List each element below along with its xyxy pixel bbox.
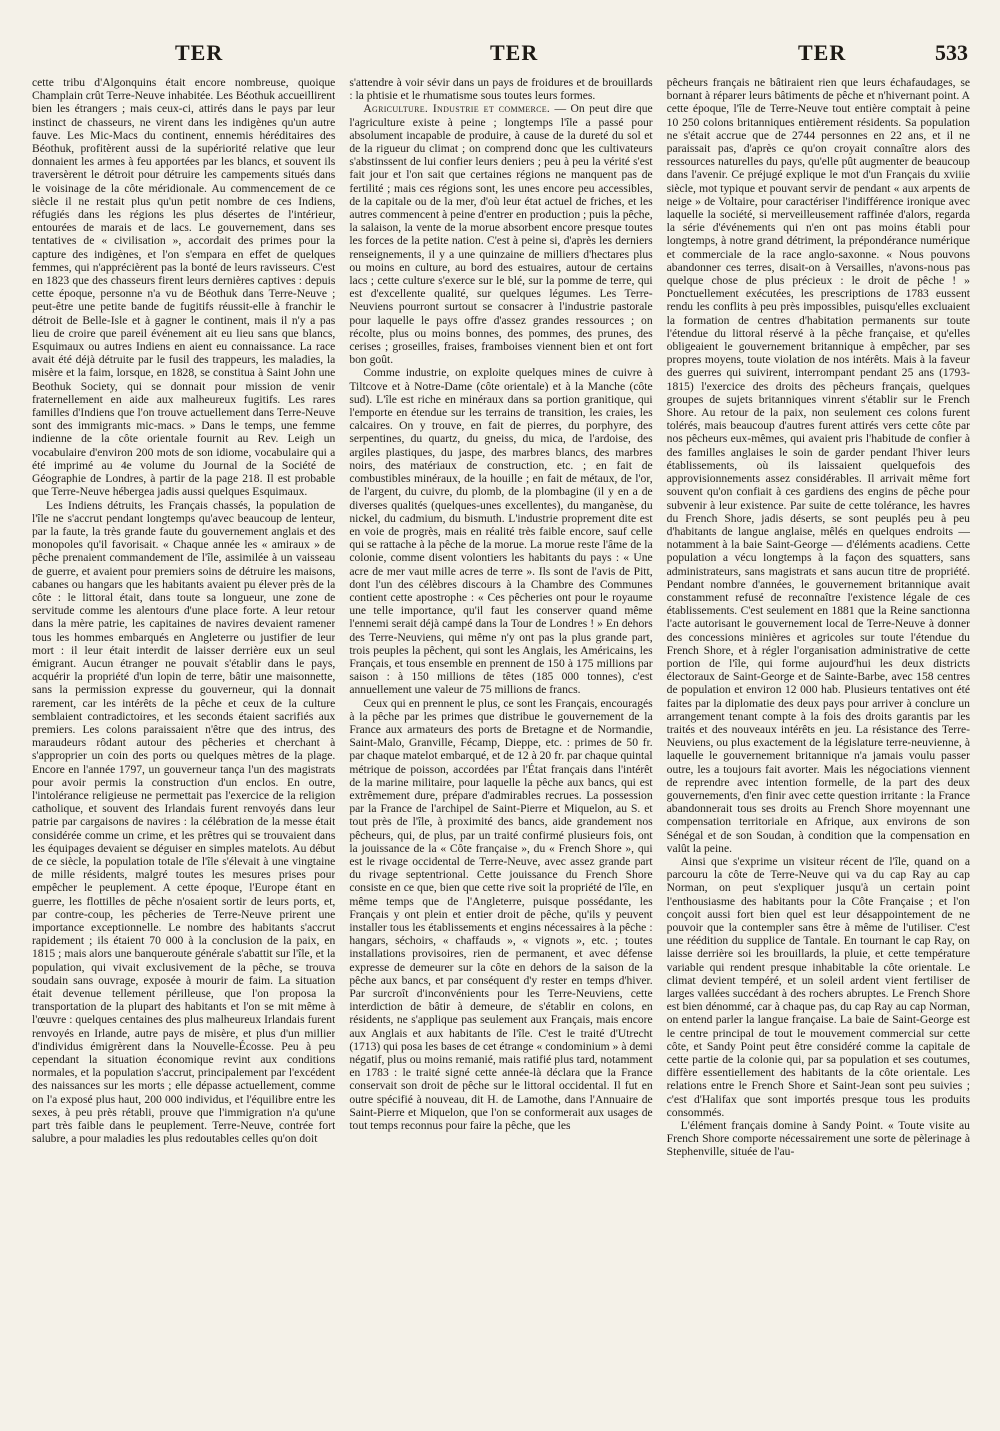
header-guide-word-left: TER (175, 40, 224, 65)
paragraph: Ainsi que s'exprime un visiteur récent de l'île, quand on a parcouru la côte de Terre-Neuve qui va du cap Ray au cap Norman, on peut s'expliquer jusqu'à un certain point l'enthousiasme des habitants pour la Côte Française ; et l'on conçoit aussi fort bien quel est leur désappointement de ne pouvoir que la contempler sans être à même de l'utiliser. C'est une réédition du supplice de Tantale. En tournant le cap Ray, on laisse derrière soi les brouillards, la pluie, et cette température variable qui rendent presque inhabitable la côte orientale. Le climat devient tempéré, et un soleil ardent vient fertiliser de larges vallées succédant à des rochers abruptes. Le French Shore est bien dénommé, car à chaque pas, du cap Ray au cap Norman, on entend parler la langue française. La baie de Saint-George est le centre principal de tout le mouvement commercial sur cette côte, et Sandy Point peut être considéré comme la capitale de cette partie de la colonie qui, par sa population et ses coutumes, diffère essentiellement des habitants de la côte orientale. Les relations entre le French Shore et Saint-Jean sont peu suivies ; c'est d'Halifax que sont importés presque tous les produits consommés. (666, 854, 970, 1119)
text-columns (32, 76, 970, 1396)
section-paragraph (349, 102, 652, 366)
header-guide-word-center: TER (490, 40, 539, 65)
paragraph: s'attendre à voir sévir dans un pays de froidures et de brouillards : la phtisie et le rhumatisme sous toutes leurs formes. (349, 76, 653, 103)
section-heading: Agriculture. Industrie et commerce. (363, 102, 551, 116)
column-3 (667, 76, 970, 1396)
paragraph: L'élément français domine à Sandy Point. « Toute visite au French Shore comporte nécessairement une sorte de pèlerinage à Stephenville, située de l'au- (666, 1119, 970, 1159)
section-body: — On peut dire que l'agriculture existe à peine ; longtemps l'île a passé pour absolument incapable de produire, à cause de la dureté du sol et de la rigueur du climat ; on comprend donc que les cultivateurs s'abstinssent de lui confier leurs deniers ; peu à peu la vérité s'est fait jour et l'on sait que certaines régions ne manquent pas de fertilité ; mais ces régions sont, les unes encore peu accessibles, de la capitale ou de la mer, d'où leur état actuel de friches, et les autres commencent à peine d'entrer en production ; puis la pêche, la salaison, la vente de la morue absorbent encore presque toutes les forces de la petite nation. C'est à peine si, d'après les derniers renseignements, il y a une quinzaine de milliers d'hectares plus ou moins en culture, au bord des estuaires, autour de certains lacs ; cette culture s'exerce sur le blé, sur la pomme de terre, qui est d'excellente qualité, sur quelques légumes. Les Terre-Neuviens pourront surtout se consacrer à l'industrie pastorale pour laquelle le pays offre d'assez grandes ressources ; on récolte, plus ou moins bonnes, des pommes, des prunes, des cerises ; groseilles, fraises, framboises viennent bien et ont fort bon goût. (349, 102, 653, 367)
paragraph: Ceux qui en prennent le plus, ce sont les Français, encouragés à la pêche par les primes que distribue le gouvernement de la France aux armateurs des ports de Bretagne et de Normandie, Saint-Malo, Granville, Fécamp, Dieppe, etc. : primes de 50 fr. par chaque matelot embarqué, et de 12 à 20 fr. par chaque quintal métrique de poisson, accordées par l'État français dans l'intérêt de la marine militaire, pour laquelle la pêche aux bancs, qui est extrêmement dure, prépare d'admirables recrues. La possession par la France de l'archipel de Saint-Pierre et Miquelon, au S. et tout près de l'île, à proximité des bancs, aide grandement nos pêcheurs, qui, de plus, par un traité confirmé plusieurs fois, ont la jouissance de la « Côte française », du « French Shore », qui est le rivage occidental de Terre-Neuve, avec assez grande part du rivage septentrional. Cette jouissance du French Shore consiste en ce que, bien que cette rive soit la propriété de l'île, en même temps que de l'Angleterre, puisque possédante, les Français y ont plein et entier droit de pêche, qu'ils y peuvent installer tous les établissements et engins nécessaires à la pêche : hangars, séchoirs, « chaffauds », « vignots », etc. ; toutes installations provisoires, rien de permanent, et avec défense expresse de demeurer sur la côte en dehors de la saison de la pêche aux bancs, et par conséquent d'y rester en temps d'hiver. Par surcroît d'inconvénients pour les Terre-Neuviens, cette interdiction de bâtir à demeure, de s'établir en colons, en résidents, ne s'applique pas seulement aux Français, mais encore aux Anglais et aux habitants de l'île. C'est le traité d'Utrecht (1713) qui posa les bases de cet étrange « condominium » à demi négatif, plus ou moins remanié, mais ratifié plus tard, notamment en 1783 : le traité signé cette année-là déclara que la France conservait son droit de pêche sur le littoral occidental. Il fut en outre spécifié à nouveau, dit H. de Lamothe, dans l'Annuaire de Saint-Pierre et Miquelon, que l'on se conformerait aux usages de tout temps reconnus pour faire la pêche, que les (349, 696, 653, 1133)
column-2 (349, 76, 652, 1396)
page-number: 533 (935, 40, 968, 65)
paragraph: pêcheurs français ne bâtiraient rien que leurs échafaudages, se bornant à réparer leurs bâtiments de pêche et n'hivernant point. A cette époque, l'île de Terre-Neuve tout entière comptait à peine 10 250 colons britanniques entièrement résidents. Sa population ne s'était accrue que de 2744 personnes en 22 ans, et il ne paraissait pas, d'après ce qu'on croyait connaître alors des ressources naturelles du pays, qu'elle pût augmenter de beaucoup dans l'avenir. Ce préjugé explique le mot d'un Français du xviiie siècle, mot typique et pouvant servir de pendant « aux arpents de neige » de Voltaire, pour caractériser l'indifférence ironique avec laquelle la société, si merveilleusement raffinée d'alors, regarda la série d'événements qui n'en ont pas moins établi pour longtemps, à notre grand détriment, la prépondérance numérique et commerciale de la race anglo-saxonne. « Nous pouvons abandonner ces terres, disait-on à Versailles, n'avons-nous pas quelque chose de plus précieux : le droit de pêche ! » Ponctuellement exécutées, les prescriptions de 1783 eussent rendu les conflits à peu près impossibles, puisqu'elles excluaient la formation de centres d'habitation permanents sur toute l'étendue du littoral réservé à la pêche française, et qu'elles obligeaient le gouvernement britannique à empêcher, par ses propres moyens, toute violation de nos intérêts. Mais à la faveur des guerres qui suivirent, interrompant pendant 25 ans (1793-1815) l'exercice des droits des pêcheurs français, quelques groupes de sujets britanniques vinrent s'établir sur le French Shore. Au retour de la paix, non seulement ces colons furent tolérés, mais beaucoup d'autres furent attirés vers cette côte par nos pêcheurs eux-mêmes, qui avaient pris l'habitude de confier à des familles anglaises le soin de garder pendant l'hiver leurs établissements, où ils laissaient quelquefois des approvisionnements assez considérables. Il arrivait même fort souvent qu'on confiait à ces gardiens des engins de pêche pour subvenir à leur existence. Par suite de cette tolérance, les havres du French Shore, jadis déserts, se sont peuplés peu à peu d'habitants de langue anglaise, mêlés en quelques endroits — notamment à la baie Saint-George — d'éléments acadiens. Cette population a vécu longtemps à la façon des squatters, sans administrateurs, sans magistrats et sans aucun titre de propriété. Pendant nombre d'années, le gouvernement britannique avait constamment refusé de reconnaître l'existence légale de ces établissements. C'est seulement en 1881 que la Reine sanctionna l'acte autorisant le gouvernement local de Terre-Neuve à donner des concessions minières et agricoles sur toute l'étendue du French Shore, et à régler l'organisation administrative de cette portion de l'île, qui forme aujourd'hui les deux districts électoraux de Saint-George et de Sainte-Barbe, avec 158 centres de population et environ 12 000 hab. Plusieurs tentatives ont été faites par la diplomatie des deux pays pour arriver à conclure un arrangement tenant compte à la fois des droits garantis par les traités et des nouveaux intérêts en jeu. La résistance des Terre-Neuviens, ou plus exactement de la législature terre-neuvienne, à laquelle le gouvernement britannique n'a jamais voulu passer outre, les a toujours fait avorter. Mais les négociations viennent de reprendre avec intention formelle, de la part des deux gouvernements, d'en finir avec cette question irritante : la France abandonnerait tous ses droits au French Shore moyennant une compensation territoriale en Afrique, aux environs de son Sénégal et de son Soudan, à condition que la compensation en valût la peine. (666, 76, 970, 855)
paragraph: Comme industrie, on exploite quelques mines de cuivre à Tiltcove et à Notre-Dame (côte orientale) et à la Manche (côte sud). L'île est riche en minéraux dans sa portion granitique, qui l'emporte en étendue sur les terrains de transition, les craies, les calcaires. On y trouve, en fait de pierres, du porphyre, des serpentines, du quartz, du gneiss, du mica, de l'ardoise, des argiles plastiques, du jaspe, des marbres blancs, des marbres noirs, des matériaux de construction, etc. ; en fait de combustibles minéraux, de la houille ; en fait de métaux, de l'or, de l'argent, du cuivre, du plomb, de la plombagine (il y en a de diverses qualités (quelques-unes excellentes), du manganèse, du nickel, du cadmium, du bismuth. L'industrie proprement dite est en voie de progrès, mais en réalité très faible encore, sauf celle qui se rattache à la pêche de la morue. La morue reste l'âme de la colonie, comme disent volontiers les habitants du pays : « Une acre de mer vaut mille acres de terre ». Ils sont de l'avis de Pitt, dont l'un des célèbres discours à la Chambre des Communes contient cette apostrophe : « Ces pêcheries ont pour le royaume une telle importance, qu'il faut les conserver quand même l'ennemi serait déjà campé dans la Tour de Londres ! » En dehors des Terre-Neuviens, qui même n'y ont pas la plus grande part, trois peuples la pêchent, qui sont les Anglais, les Américains, les Français, et tous ensemble en prennent de 150 à 175 millions par saison : à 150 millions de têtes (185 000 tonnes), c'est annuellement une valeur de 75 millions de francs. (349, 366, 653, 697)
paragraph: cette tribu d'Algonquins était encore nombreuse, quoique Champlain crût Terre-Neuve inhabitée. Les Béothuk accueillirent bien les étrangers ; mais ceux-ci, attirés dans le pays par leur instinct de chasseurs, ne virent dans les indigènes qu'un autre fauve. Les Mic-Macs du continent, ennemis héréditaires des Béothuk, profitèrent aussi de la supériorité relative que leur donnaient les armes à feu apportées par les blancs, et souvent ils traversèrent le détroit pour détruire les campements situés dans le voisinage de la côte méridionale. Au commencement de ce siècle il ne restait plus qu'un petit nombre de ces Indiens, réfugiés dans les régions les plus désertes de l'intérieur, entourées de marais et de lacs. Le gouvernement, dans ses tentatives de « civilisation », accordait des primes pour la capture des indigènes, et l'on s'empara en effet de quelques femmes, qui n'apprécièrent pas la bonté de leurs ravisseurs. C'est en 1823 que des chasseurs firent leurs dernières captives : depuis cette époque, personne n'a vu de Béothuk dans Terre-Neuve ; peut-être une petite bande de fugitifs réussit-elle à franchir le détroit de Belle-Isle et à gagner le continent, mais il n'y a pas lieu de croire que pareil événement ait eu lieu sans que blancs, Esquimaux ou autres Indiens en aient eu connaissance. La race avait été déjà détruite par le fusil des trappeurs, les maladies, la misère et la faim, lorsque, en 1828, se constitua à Saint John une Beothuk Society, qui se donnait pour mission de venir fraternellement en aide aux malheureux fugitifs. Les rares familles d'Indiens que l'on trouve actuellement dans Terre-Neuve sont des immigrants mic-macs. » Dans le temps, une femme indienne de la côte orientale fournit au Rev. Leigh un vocabulaire d'environ 200 mots de son idiome, vocabulaire qui a été imprimé au 4e volume du Journal de la Société de Géographie de Londres, à partir de la page 218. Il est probable que Terre-Neuve hébergea jadis aussi quelques Esquimaux. (32, 76, 336, 499)
column-1 (32, 76, 335, 1396)
paragraph: Les Indiens détruits, les Français chassés, la population de l'île ne s'accrut pendant longtemps qu'avec beaucoup de lenteur, par la faute, la très grande faute du gouvernement anglais et des monopoles qu'il favorisait. « Chaque année les « amiraux » de pêche prenaient commandement de l'île, assimilée à un vaisseau de guerre, et avaient pour premiers soins de détruire les maisons, cabanes ou hangars que les habitants avaient pu élever près de la côte : le littoral était, dans toute sa longueur, une zone de servitude comme les alentours d'une place forte. A leur retour dans la mère patrie, les capitaines de navires devaient ramener tous les hommes embarqués en Angleterre ou justifier de leur mort : il leur était interdit de laisser derrière eux un seul émigrant. Aucun étranger ne pouvait s'établir dans le pays, acquérir la propriété d'un lopin de terre, bâtir une maisonnette, sans la permission expresse du gouverneur, qui la donnait rarement, car les intérêts de la pêche et ceux de la culture semblaient contradictoires, et les seconds étaient sacrifiés aux premiers. Les colons paraissaient n'être que des intrus, des maraudeurs rôdant autour des pêcheries et cherchant à s'approprier un coin des ports ou quelques mètres de la plage. Encore en l'année 1797, un gouverneur tança l'un des magistrats pour avoir permis la construction d'un enclos. En outre, l'intolérance religieuse ne permettait pas l'exercice de la religion catholique, et souvent des Irlandais furent renvoyés dans leur patrie par cargaisons de navires : la célébration de la messe était considérée comme un crime, et les prêtres qui se trouvaient dans les équipages devaient se déguiser en simples matelots. Au début de ce siècle, la population totale de l'île s'élevait à une vingtaine de mille résidents, malgré toutes les mesures prises pour empêcher le peuplement. A cette époque, l'Europe étant en guerre, les flottilles de pêche n'osaient sortir de leurs ports, et, par contre-coup, les pêcheries de Terre-Neuve prirent une importance exceptionnelle. Le nombre des habitants s'accrut rapidement ; ils étaient 70 000 à la conclusion de la paix, en 1815 ; mais alors une banqueroute générale s'abattit sur l'île, et la population, qui vivait exclusivement de la pêche, se trouva soudain sans ouvrage, exposée à mourir de faim. La situation était devenue tellement périlleuse, que l'on proposa la transportation de la plupart des habitants et l'on se mit même à l'œuvre : quelques centaines des plus malheureux Irlandais furent renvoyés en Irlande, autre pays de misère, et plus d'un millier d'individus émigrèrent dans la Nouvelle-Écosse. Peu à peu cependant la situation économique revint aux conditions normales, et la population s'accrut, principalement par l'excédent des naissances sur les morts ; elle dépasse actuellement, comme on l'a exposé plus haut, 200 000 individus, et l'équilibre entre les sexes, à peu près rétabli, prouve que l'immigration n'a qu'une part très faible dans le peuplement. Terre-Neuve, contrée fort salubre, a pour maladies les plus redoutables celles qu'on doit (32, 498, 336, 1146)
running-header (30, 40, 968, 80)
header-guide-word-right: TER (798, 40, 847, 65)
